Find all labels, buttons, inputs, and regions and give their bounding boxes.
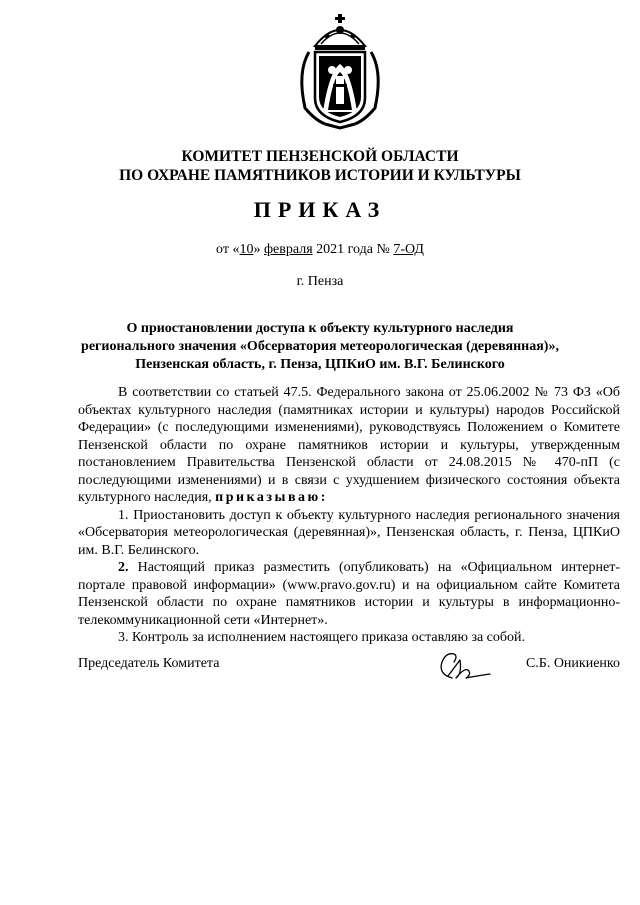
- document-number: 7-ОД: [393, 242, 424, 257]
- document-body: [78, 384, 620, 647]
- coat-of-arms-emblem: [295, 12, 385, 130]
- preamble-text: В соответствии со статьей 47.5. Федерального закона от 25.06.2002 № 73 ФЗ «Об объектах культурного наследия (памятниках истории и культуры) народов Российской Федерации» (с последующими изменениями), руководствуясь Положением о Комитете Пензенской области по охране памятников истории и культуры, утвержденным постановлением Правительства Пензенской области от 24.08.2015 № 470-пП (с последующими изменениями) и в связи с ухудшением физического состояния объекта культурного наследия,: [78, 385, 620, 505]
- preamble-paragraph: [78, 384, 620, 507]
- organization-line-2: ПО ОХРАНЕ ПАМЯТНИКОВ ИСТОРИИ И КУЛЬТУРЫ: [119, 167, 521, 184]
- signatory-position: Председатель Комитета: [78, 656, 220, 671]
- date-day: 10: [239, 242, 254, 257]
- organization-line-1: КОМИТЕТ ПЕНЗЕНСКОЙ ОБЛАСТИ: [181, 148, 459, 165]
- date-prefix: от «: [216, 242, 240, 257]
- order-item-1: 1. Приостановить доступ к объекту культурного наследия регионального значения «Обсерватория метеорологическая (деревянная)», Пензенская область, г. Пенза, ЦПКиО им. В.Г. Белинского.: [78, 507, 620, 558]
- signatory-name: С.Б. Оникиенко: [525, 656, 620, 671]
- order-item-2: [78, 559, 620, 629]
- subject-line-3: Пензенская область, г. Пенза, ЦПКиО им. В.Г. Белинского: [135, 357, 505, 372]
- date-month: февраля: [263, 242, 313, 257]
- date-year: 2021 года №: [312, 242, 394, 257]
- order-item-2-text: Настоящий приказ разместить (опубликовать) на «Официальном интернет-портале правовой информации» (www.pravo.gov.ru) и на официальном сайте Комитета Пензенской области по охране памятников истории и культуры в информационно-телекоммуникационной сети «Интернет».: [78, 560, 620, 628]
- city-line: г. Пенза: [296, 274, 344, 289]
- order-word: приказываю:: [215, 490, 328, 505]
- signature-block: [78, 656, 620, 686]
- document-title: ПРИКАЗ: [253, 197, 387, 222]
- order-item-2-number: 2.: [118, 560, 129, 575]
- date-mid: »: [253, 242, 264, 257]
- organization-name: [0, 147, 640, 185]
- date-number-line: [0, 242, 640, 258]
- document-subject: [0, 320, 640, 374]
- order-item-3: 3. Контроль за исполнением настоящего приказа оставляю за собой.: [118, 630, 526, 645]
- handwritten-signature: [432, 646, 496, 686]
- subject-line-1: О приостановлении доступа к объекту культурного наследия: [126, 321, 514, 336]
- subject-line-2: регионального значения «Обсерватория метеорологическая (деревянная)»,: [81, 339, 559, 354]
